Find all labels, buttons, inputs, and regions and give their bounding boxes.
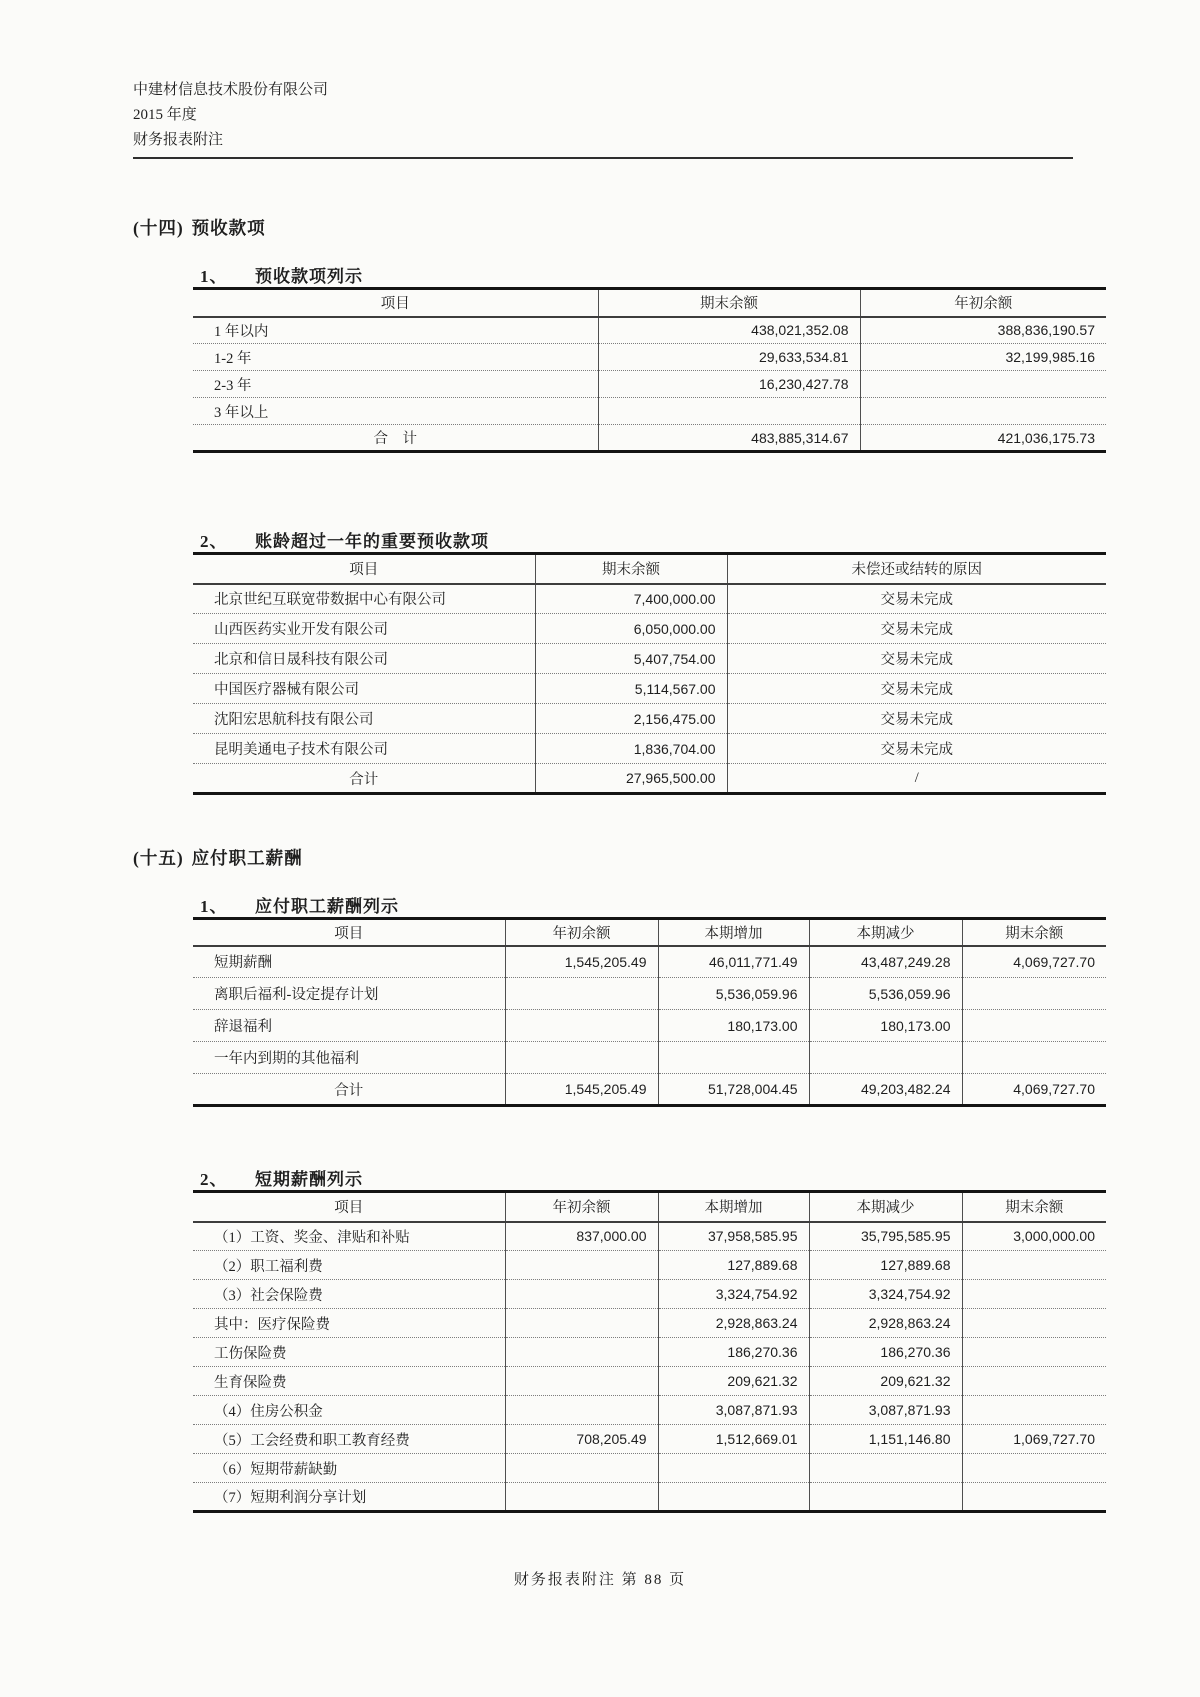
advance-payments-aging-table	[193, 287, 1106, 453]
cell-value	[505, 1280, 658, 1309]
table-row	[193, 584, 1106, 614]
cell-value	[505, 1309, 658, 1338]
cell-value	[809, 1454, 962, 1483]
table-header-row	[193, 1192, 1106, 1222]
table-row	[193, 1222, 1106, 1251]
table-row	[193, 734, 1106, 764]
column-header: 本期减少	[809, 919, 962, 946]
cell-value	[598, 398, 860, 425]
cell-value: 2,928,863.24	[809, 1309, 962, 1338]
subsection-15-2-number: 2、	[200, 1170, 228, 1189]
table-header-row	[193, 289, 1106, 317]
cell-value: 3,087,871.93	[658, 1396, 809, 1425]
column-header: 期末余额	[598, 289, 860, 317]
cell-value	[860, 371, 1106, 398]
cell-value	[505, 1010, 658, 1042]
cell-value: 127,889.68	[809, 1251, 962, 1280]
cell-item: 短期薪酬	[193, 946, 505, 978]
cell-item: 昆明美通电子技术有限公司	[193, 734, 535, 764]
cell-value: 186,270.36	[658, 1338, 809, 1367]
table-row	[193, 946, 1106, 978]
section-15-heading	[133, 845, 1108, 870]
table-row	[193, 1396, 1106, 1425]
cell-value	[505, 1251, 658, 1280]
cell-value: 1,151,146.80	[809, 1425, 962, 1454]
subsection-14-2-title: 账龄超过一年的重要预收款项	[255, 532, 489, 551]
cell-value: 1,545,205.49	[505, 946, 658, 978]
table-row	[193, 1042, 1106, 1074]
cell-value: 32,199,985.16	[860, 344, 1106, 371]
cell-value: 5,536,059.96	[658, 978, 809, 1010]
cell-value: /	[727, 764, 1106, 794]
cell-value: 1,545,205.49	[505, 1074, 658, 1106]
significant-advance-payments-table	[193, 552, 1106, 795]
table-row	[193, 344, 1106, 371]
cell-item: （1）工资、奖金、津贴和补贴	[193, 1222, 505, 1251]
cell-total-label: 合计	[349, 771, 379, 788]
cell-item: 沈阳宏思航科技有限公司	[193, 704, 535, 734]
table-row	[193, 1425, 1106, 1454]
section-15-title: 应付职工薪酬	[191, 848, 303, 868]
table-row	[193, 1280, 1106, 1309]
section-14-heading	[133, 215, 1108, 240]
cell-item: 北京世纪互联宽带数据中心有限公司	[193, 584, 535, 614]
cell-value: 180,173.00	[658, 1010, 809, 1042]
cell-item: 辞退福利	[193, 1010, 505, 1042]
subsection-15-1-title: 应付职工薪酬列示	[255, 897, 399, 916]
cell-item: 1 年以内	[193, 317, 598, 344]
subsection-14-2-heading	[200, 527, 1108, 552]
column-header: 期末余额	[962, 919, 1106, 946]
cell-value: 4,069,727.70	[962, 1074, 1106, 1106]
cell-item: 北京和信日晟科技有限公司	[193, 644, 535, 674]
cell-value: 186,270.36	[809, 1338, 962, 1367]
cell-value	[658, 1483, 809, 1512]
cell-item: （5）工会经费和职工教育经费	[193, 1425, 505, 1454]
table-row	[193, 371, 1106, 398]
cell-value	[962, 1454, 1106, 1483]
cell-value: 49,203,482.24	[809, 1074, 962, 1106]
cell-item: 其中：医疗保险费	[193, 1309, 505, 1338]
cell-value	[962, 1309, 1106, 1338]
table-row	[193, 644, 1106, 674]
cell-value	[505, 1454, 658, 1483]
cell-reason: 交易未完成	[727, 704, 1106, 734]
cell-item: （7）短期利润分享计划	[214, 1490, 367, 1506]
cell-value: 3,324,754.92	[658, 1280, 809, 1309]
cell-reason: 交易未完成	[727, 584, 1106, 614]
cell-value	[962, 1367, 1106, 1396]
cell-value	[809, 1483, 962, 1512]
cell-value: 1,836,704.00	[535, 734, 727, 764]
column-header: 期末余额	[535, 554, 727, 584]
column-header: 年初余额	[505, 919, 658, 946]
cell-item: 3 年以上	[193, 398, 598, 425]
cell-value	[505, 1483, 658, 1512]
cell-value: 209,621.32	[658, 1367, 809, 1396]
cell-value	[658, 1454, 809, 1483]
cell-value: 388,836,190.57	[860, 317, 1106, 344]
cell-value	[962, 1280, 1106, 1309]
cell-value: 127,889.68	[658, 1251, 809, 1280]
section-15-number: (十五)	[133, 848, 184, 868]
cell-reason: 交易未完成	[727, 734, 1106, 764]
subsection-14-1-number: 1、	[200, 267, 228, 286]
cell-value	[809, 1042, 962, 1074]
cell-value	[505, 1367, 658, 1396]
table-row	[193, 1338, 1106, 1367]
cell-value	[962, 1396, 1106, 1425]
cell-value: 483,885,314.67	[598, 425, 860, 452]
cell-value: 6,050,000.00	[535, 614, 727, 644]
cell-value: 3,324,754.92	[809, 1280, 962, 1309]
cell-value: 180,173.00	[809, 1010, 962, 1042]
cell-item: 生育保险费	[193, 1367, 505, 1396]
cell-value: 4,069,727.70	[962, 946, 1106, 978]
column-header: 期末余额	[962, 1192, 1106, 1222]
cell-value: 43,487,249.28	[809, 946, 962, 978]
table-row	[193, 674, 1106, 704]
cell-item: （6）短期带薪缺勤	[193, 1454, 505, 1483]
table-row	[193, 1251, 1106, 1280]
cell-value: 5,407,754.00	[535, 644, 727, 674]
cell-value	[962, 1010, 1106, 1042]
cell-value: 29,633,534.81	[598, 344, 860, 371]
doc-title: 财务报表附注	[133, 132, 224, 148]
cell-item: 离职后福利-设定提存计划	[193, 978, 505, 1010]
cell-value: 1,069,727.70	[962, 1425, 1106, 1454]
column-header: 年初余额	[860, 289, 1106, 317]
column-header: 年初余额	[505, 1192, 658, 1222]
column-header: 本期增加	[658, 919, 809, 946]
cell-value: 35,795,585.95	[809, 1222, 962, 1251]
cell-value: 5,114,567.00	[535, 674, 727, 704]
cell-reason: 交易未完成	[727, 674, 1106, 704]
cell-item: （4）住房公积金	[193, 1396, 505, 1425]
cell-total-label: 合计	[334, 1082, 364, 1099]
table-row	[193, 614, 1106, 644]
cell-value: 46,011,771.49	[658, 946, 809, 978]
section-14-number: (十四)	[133, 218, 184, 238]
cell-value: 708,205.49	[505, 1425, 658, 1454]
page-footer: 财务报表附注 第 88 页	[513, 1572, 687, 1588]
cell-value: 27,965,500.00	[535, 764, 727, 794]
column-header: 项目	[193, 554, 535, 584]
cell-value	[962, 1251, 1106, 1280]
table-row	[193, 1483, 1106, 1512]
table-header-row	[193, 919, 1106, 946]
table-row	[193, 978, 1106, 1010]
column-header: 项目	[193, 919, 505, 946]
table-row	[193, 317, 1106, 344]
subsection-15-1-heading	[200, 892, 1108, 917]
column-header: 本期减少	[809, 1192, 962, 1222]
cell-item: 2-3 年	[193, 371, 598, 398]
cell-value: 2,156,475.00	[535, 704, 727, 734]
header-rule	[133, 157, 1073, 159]
total-row	[193, 1074, 1106, 1106]
cell-value	[860, 398, 1106, 425]
cell-value	[505, 978, 658, 1010]
cell-value: 7,400,000.00	[535, 584, 727, 614]
cell-value: 3,087,871.93	[809, 1396, 962, 1425]
cell-value: 3,000,000.00	[962, 1222, 1106, 1251]
short-term-compensation-table	[193, 1190, 1106, 1513]
cell-value	[505, 1396, 658, 1425]
cell-value	[658, 1042, 809, 1074]
cell-value: 5,536,059.96	[809, 978, 962, 1010]
table-row	[193, 1010, 1106, 1042]
cell-item: （3）社会保险费	[193, 1280, 505, 1309]
table-row	[193, 398, 1106, 425]
cell-value: 51,728,004.45	[658, 1074, 809, 1106]
cell-item: 一年内到期的其他福利	[193, 1042, 505, 1074]
report-year: 2015 年度	[133, 107, 197, 123]
subsection-15-1-number: 1、	[200, 897, 228, 916]
section-14-title: 预收款项	[191, 218, 266, 238]
table-header-row	[193, 554, 1106, 584]
cell-total-label: 合 计	[373, 431, 417, 447]
cell-item: 1-2 年	[193, 344, 598, 371]
column-header: 未偿还或结转的原因	[727, 554, 1106, 584]
cell-value: 837,000.00	[505, 1222, 658, 1251]
cell-value: 421,036,175.73	[860, 425, 1106, 452]
cell-value: 438,021,352.08	[598, 317, 860, 344]
column-header: 项目	[193, 289, 598, 317]
subsection-15-2-title: 短期薪酬列示	[255, 1170, 363, 1189]
cell-reason: 交易未完成	[727, 644, 1106, 674]
cell-item: （2）职工福利费	[193, 1251, 505, 1280]
cell-value: 2,928,863.24	[658, 1309, 809, 1338]
cell-value	[505, 1042, 658, 1074]
cell-value: 16,230,427.78	[598, 371, 860, 398]
subsection-14-1-heading	[200, 262, 1108, 287]
subsection-15-2-heading	[200, 1165, 1108, 1190]
column-header: 本期增加	[658, 1192, 809, 1222]
cell-item: 工伤保险费	[193, 1338, 505, 1367]
cell-value	[505, 1338, 658, 1367]
total-row	[193, 425, 1106, 452]
total-row	[193, 764, 1106, 794]
column-header: 项目	[193, 1192, 505, 1222]
cell-value	[962, 1042, 1106, 1074]
cell-value: 1,512,669.01	[658, 1425, 809, 1454]
company-name: 中建材信息技术股份有限公司	[133, 82, 329, 98]
cell-value	[962, 978, 1106, 1010]
table-row	[193, 704, 1106, 734]
cell-item: 山西医药实业开发有限公司	[193, 614, 535, 644]
cell-value	[962, 1483, 1106, 1512]
document-header	[133, 78, 1108, 159]
cell-value	[962, 1338, 1106, 1367]
table-row	[193, 1367, 1106, 1396]
subsection-14-2-number: 2、	[200, 532, 228, 551]
table-row	[193, 1309, 1106, 1338]
subsection-14-1-title: 预收款项列示	[255, 267, 363, 286]
employee-compensation-table	[193, 917, 1106, 1107]
cell-reason: 交易未完成	[727, 614, 1106, 644]
cell-value: 209,621.32	[809, 1367, 962, 1396]
cell-value: 37,958,585.95	[658, 1222, 809, 1251]
cell-item: 中国医疗器械有限公司	[193, 674, 535, 704]
table-row	[193, 1454, 1106, 1483]
